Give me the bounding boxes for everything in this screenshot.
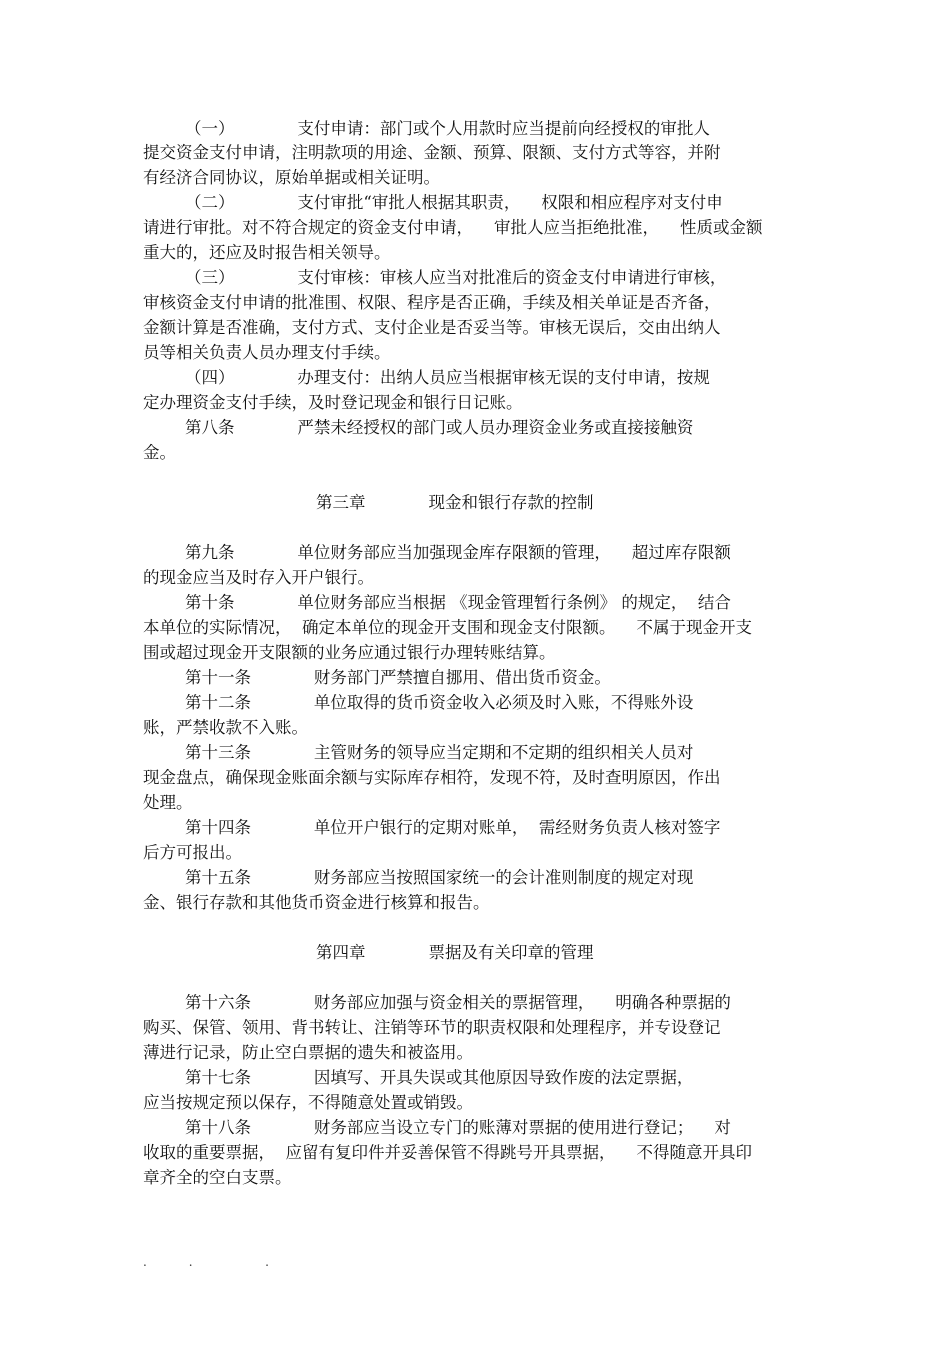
text-line: 金、银行存款和其他货币资金进行核算和报告。	[143, 893, 490, 912]
text-line: 提交资金支付申请，注明款项的用途、金额、预算、限额、支付方式等容，并附	[143, 143, 721, 162]
text-line: 有经济合同协议，原始单据或相关证明。	[143, 168, 440, 187]
text-line: 应当按规定预以保存，不得随意处置或销毁。	[143, 1093, 473, 1112]
text-line: （二） 支付审批“审批人根据其职责， 权限和相应程序对支付申	[143, 193, 723, 212]
footer-dots: . . .	[143, 1255, 269, 1269]
text-line: 第十条 单位财务部应当根据 《现金管理暂行条例》 的规定， 结合	[143, 593, 731, 612]
text-line: 第十五条 财务部应当按照国家统一的会计准则制度的规定对现	[143, 868, 694, 887]
text-line: 重大的，还应及时报告相关领导。	[143, 243, 391, 262]
text-line: 章齐全的空白支票。	[143, 1168, 292, 1187]
text-line: 围或超过现金开支限额的业务应通过银行办理转账结算。	[143, 643, 556, 662]
text-line: 第十八条 财务部应当设立专门的账薄对票据的使用进行登记； 对	[143, 1118, 731, 1137]
text-line: 金。	[143, 443, 176, 462]
text-line: 第十二条 单位取得的货币资金收入必须及时入账，不得账外设	[143, 693, 694, 712]
text-line: 第十六条 财务部应加强与资金相关的票据管理， 明确各种票据的	[143, 993, 731, 1012]
text-line: 第十三条 主管财务的领导应当定期和不定期的组织相关人员对	[143, 743, 694, 762]
text-line: 请进行审批。对不符合规定的资金支付申请， 审批人应当拒绝批准， 性质或金额	[143, 218, 763, 237]
text-line: 购买、保管、领用、背书转让、注销等环节的职责权限和处理程序，并专设登记	[143, 1018, 721, 1037]
text-line: 第十七条 因填写、开具失误或其他原因导致作废的法定票据，	[143, 1068, 694, 1087]
text-line: 第十四条 单位开户银行的定期对账单， 需经财务负责人核对签字	[143, 818, 721, 837]
text-line: 账，严禁收款不入账。	[143, 718, 308, 737]
text-line: 员等相关负责人员办理支付手续。	[143, 343, 391, 362]
text-line: 第八条 严禁未经授权的部门或人员办理资金业务或直接接触资	[143, 418, 694, 437]
text-line: 收取的重要票据， 应留有复印件并妥善保管不得跳号开具票据， 不得随意开具印	[143, 1143, 752, 1162]
chapter-heading-3: 第三章 现金和银行存款的控制	[316, 493, 594, 512]
text-line: 金额计算是否准确，支付方式、支付企业是否妥当等。审核无误后，交由出纳人	[143, 318, 721, 337]
text-line: 后方可报出。	[143, 843, 242, 862]
text-line: 本单位的实际情况， 确定本单位的现金开支围和现金支付限额。 不属于现金开支	[143, 618, 752, 637]
text-line: （一） 支付申请：部门或个人用款时应当提前向经授权的审批人	[143, 119, 710, 138]
text-line: 审核资金支付申请的批准围、权限、程序是否正确，手续及相关单证是否齐备，	[143, 293, 721, 312]
chapter-heading-4: 第四章 票据及有关印章的管理	[316, 943, 594, 962]
text-line: 处理。	[143, 793, 193, 812]
text-line: 薄进行记录，防止空白票据的遗失和被盗用。	[143, 1043, 473, 1062]
text-line: 现金盘点，确保现金账面余额与实际库存相符，发现不符，及时查明原因，作出	[143, 768, 721, 787]
text-line: （四） 办理支付：出纳人员应当根据审核无误的支付申请，按规	[143, 368, 710, 387]
text-line: 的现金应当及时存入开户银行。	[143, 568, 374, 587]
text-line: 第十一条 财务部门严禁擅自挪用、借出货币资金。	[143, 668, 611, 687]
text-line: （三） 支付审核：审核人应当对批准后的资金支付申请进行审核，	[143, 268, 727, 287]
text-line: 定办理资金支付手续，及时登记现金和银行日记账。	[143, 393, 523, 412]
text-line: 第九条 单位财务部应当加强现金库存限额的管理， 超过库存限额	[143, 543, 731, 562]
